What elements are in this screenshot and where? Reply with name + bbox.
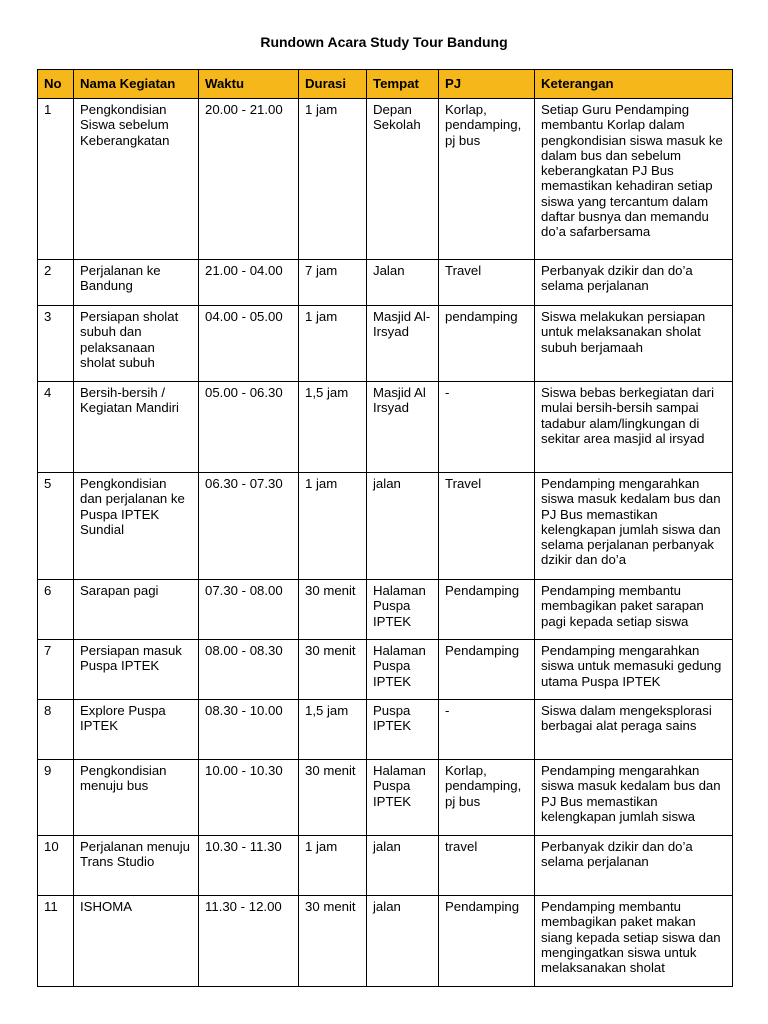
cell-tempat: Halaman Puspa IPTEK: [367, 760, 439, 836]
cell-waktu: 20.00 - 21.00: [199, 99, 299, 260]
cell-durasi: 7 jam: [299, 260, 367, 306]
column-header-no: No: [38, 70, 74, 99]
cell-pj: Pendamping: [439, 580, 535, 640]
column-header-durasi: Durasi: [299, 70, 367, 99]
cell-waktu: 10.00 - 10.30: [199, 760, 299, 836]
cell-pj: Pendamping: [439, 640, 535, 700]
cell-no: 10: [38, 836, 74, 896]
cell-tempat: Masjid Al Irsyad: [367, 382, 439, 473]
cell-keterangan: Siswa bebas berkegiatan dari mulai bersih-bersih sampai tadabur alam/lingkungan di sekitar area masjid al irsyad: [535, 382, 733, 473]
cell-no: 1: [38, 99, 74, 260]
column-header-waktu: Waktu: [199, 70, 299, 99]
table-row: [38, 640, 733, 700]
cell-pj: Travel: [439, 473, 535, 580]
cell-pj: pendamping: [439, 306, 535, 382]
cell-tempat: jalan: [367, 836, 439, 896]
cell-no: 3: [38, 306, 74, 382]
cell-waktu: 08.00 - 08.30: [199, 640, 299, 700]
cell-pj: Travel: [439, 260, 535, 306]
cell-nama-kegiatan: Persiapan masuk Puspa IPTEK: [74, 640, 199, 700]
table-row: [38, 580, 733, 640]
cell-keterangan: Perbanyak dzikir dan do’a selama perjalanan: [535, 260, 733, 306]
column-header-tempat: Tempat: [367, 70, 439, 99]
cell-nama-kegiatan: Pengkondisian dan perjalanan ke Puspa IPTEK Sundial: [74, 473, 199, 580]
cell-waktu: 07.30 - 08.00: [199, 580, 299, 640]
cell-waktu: 08.30 - 10.00: [199, 700, 299, 760]
cell-keterangan: Setiap Guru Pendamping membantu Korlap dalam pengkondisian siswa masuk ke dalam bus dan sebelum keberangkatan PJ Bus memastikan kehadiran setiap siswa yang tercantum dalam daftar busnya dan memandu do’a safarbersama: [535, 99, 733, 260]
rundown-table: [37, 69, 733, 987]
cell-waktu: 05.00 - 06.30: [199, 382, 299, 473]
cell-pj: -: [439, 382, 535, 473]
cell-nama-kegiatan: ISHOMA: [74, 896, 199, 987]
cell-tempat: Masjid Al-Irsyad: [367, 306, 439, 382]
cell-nama-kegiatan: Pengkondisian Siswa sebelum Keberangkatan: [74, 99, 199, 260]
cell-waktu: 21.00 - 04.00: [199, 260, 299, 306]
cell-pj: Korlap, pendamping, pj bus: [439, 760, 535, 836]
table-row: [38, 260, 733, 306]
cell-waktu: 10.30 - 11.30: [199, 836, 299, 896]
table-row: [38, 382, 733, 473]
cell-keterangan: Siswa melakukan persiapan untuk melaksanakan sholat subuh berjamaah: [535, 306, 733, 382]
cell-keterangan: Siswa dalam mengeksplorasi berbagai alat peraga sains: [535, 700, 733, 760]
cell-durasi: 1,5 jam: [299, 700, 367, 760]
cell-durasi: 30 menit: [299, 580, 367, 640]
cell-no: 5: [38, 473, 74, 580]
cell-keterangan: Pendamping membantu membagikan paket sarapan pagi kepada setiap siswa: [535, 580, 733, 640]
cell-keterangan: Perbanyak dzikir dan do’a selama perjalanan: [535, 836, 733, 896]
cell-pj: Pendamping: [439, 896, 535, 987]
cell-pj: travel: [439, 836, 535, 896]
column-header-keterangan: Keterangan: [535, 70, 733, 99]
cell-no: 7: [38, 640, 74, 700]
cell-pj: -: [439, 700, 535, 760]
cell-durasi: 1 jam: [299, 99, 367, 260]
cell-no: 9: [38, 760, 74, 836]
cell-nama-kegiatan: Persiapan sholat subuh dan pelaksanaan sholat subuh: [74, 306, 199, 382]
cell-durasi: 1 jam: [299, 836, 367, 896]
cell-durasi: 1 jam: [299, 473, 367, 580]
table-row: [38, 700, 733, 760]
cell-no: 2: [38, 260, 74, 306]
cell-waktu: 06.30 - 07.30: [199, 473, 299, 580]
column-header-nama-kegiatan: Nama Kegiatan: [74, 70, 199, 99]
cell-no: 8: [38, 700, 74, 760]
table-row: [38, 473, 733, 580]
table-row: [38, 760, 733, 836]
table-header-row: [38, 70, 733, 99]
document-title: Rundown Acara Study Tour Bandung: [260, 34, 508, 50]
table-row: [38, 99, 733, 260]
cell-nama-kegiatan: Explore Puspa IPTEK: [74, 700, 199, 760]
cell-durasi: 1,5 jam: [299, 382, 367, 473]
cell-keterangan: Pendamping mengarahkan siswa masuk kedalam bus dan PJ Bus memastikan kelengkapan jumlah siswa dan selama perjalanan perbanyak dzikir dan do’a: [535, 473, 733, 580]
cell-waktu: 11.30 - 12.00: [199, 896, 299, 987]
cell-durasi: 30 menit: [299, 760, 367, 836]
cell-tempat: jalan: [367, 473, 439, 580]
cell-tempat: Jalan: [367, 260, 439, 306]
cell-nama-kegiatan: Perjalanan menuju Trans Studio: [74, 836, 199, 896]
cell-nama-kegiatan: Perjalanan ke Bandung: [74, 260, 199, 306]
column-header-pj: PJ: [439, 70, 535, 99]
table-row: [38, 896, 733, 987]
cell-no: 4: [38, 382, 74, 473]
cell-no: 11: [38, 896, 74, 987]
cell-no: 6: [38, 580, 74, 640]
cell-nama-kegiatan: Bersih-bersih / Kegiatan Mandiri: [74, 382, 199, 473]
cell-tempat: Halaman Puspa IPTEK: [367, 580, 439, 640]
cell-tempat: Puspa IPTEK: [367, 700, 439, 760]
cell-keterangan: Pendamping mengarahkan siswa untuk memasuki gedung utama Puspa IPTEK: [535, 640, 733, 700]
cell-durasi: 30 menit: [299, 896, 367, 987]
cell-durasi: 30 menit: [299, 640, 367, 700]
table-row: [38, 836, 733, 896]
cell-waktu: 04.00 - 05.00: [199, 306, 299, 382]
cell-durasi: 1 jam: [299, 306, 367, 382]
cell-keterangan: Pendamping mengarahkan siswa masuk kedalam bus dan PJ Bus memastikan kelengkapan jumlah siswa: [535, 760, 733, 836]
cell-tempat: Depan Sekolah: [367, 99, 439, 260]
cell-tempat: jalan: [367, 896, 439, 987]
cell-pj: Korlap, pendamping, pj bus: [439, 99, 535, 260]
cell-keterangan: Pendamping membantu membagikan paket makan siang kepada setiap siswa dan mengingatkan siswa untuk melaksanakan sholat: [535, 896, 733, 987]
cell-nama-kegiatan: Sarapan pagi: [74, 580, 199, 640]
cell-nama-kegiatan: Pengkondisian menuju bus: [74, 760, 199, 836]
table-row: [38, 306, 733, 382]
cell-tempat: Halaman Puspa IPTEK: [367, 640, 439, 700]
